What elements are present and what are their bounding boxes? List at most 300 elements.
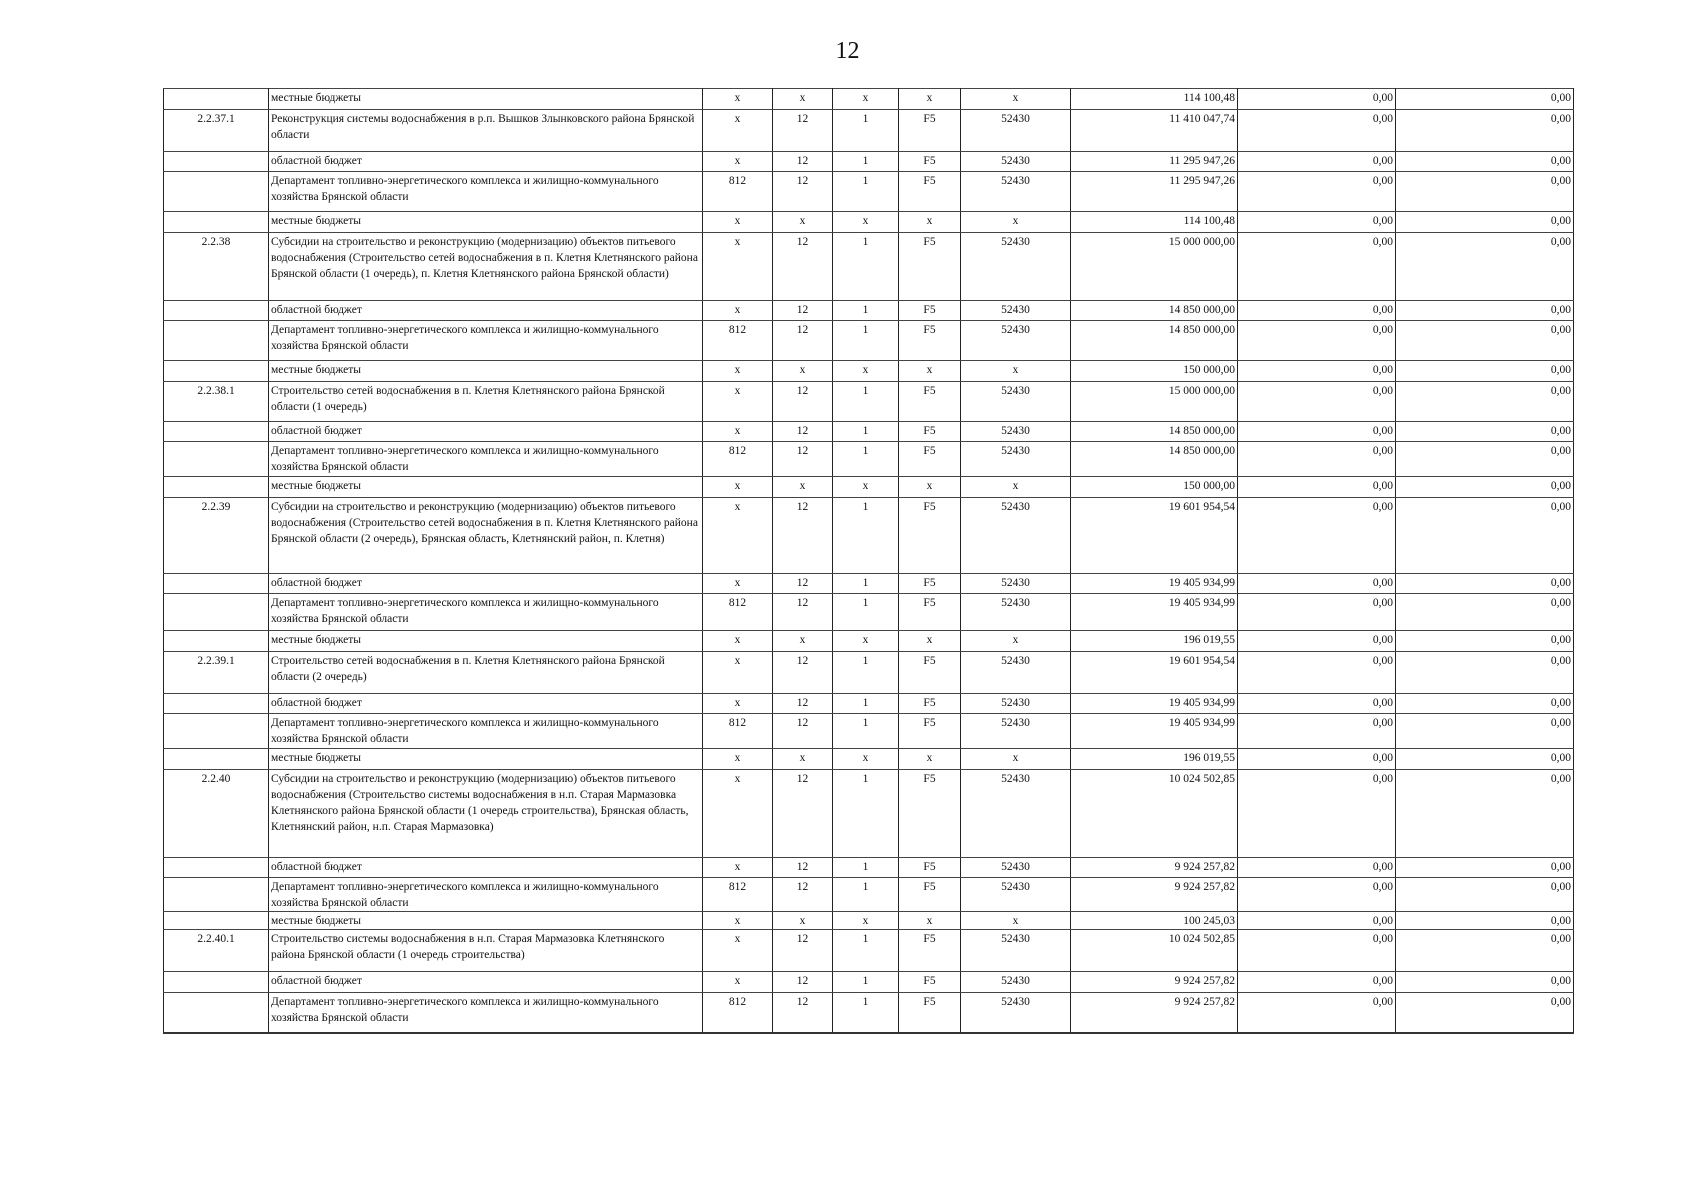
program-cell: F5 [899, 152, 961, 172]
program-cell: F5 [899, 694, 961, 714]
section-cell: x [773, 631, 833, 652]
amount-cell-2: 0,00 [1238, 770, 1396, 858]
section-cell: 12 [773, 972, 833, 993]
program-cell: F5 [899, 301, 961, 321]
amount-cell-3: 0,00 [1396, 574, 1574, 594]
program-cell: F5 [899, 422, 961, 442]
item-number-cell [164, 972, 269, 993]
subsection-cell: 1 [833, 382, 899, 422]
amount-cell-1: 19 405 934,99 [1071, 714, 1238, 749]
item-name-cell: Реконструкция системы водоснабжения в р.п. Вышков Злынковского района Брянской области [269, 110, 703, 152]
item-number-cell [164, 301, 269, 321]
item-name-cell: Департамент топливно-энергетического комплекса и жилищно-коммунального хозяйства Брянской области [269, 878, 703, 912]
amount-cell-2: 0,00 [1238, 878, 1396, 912]
table-row [164, 477, 1574, 498]
program-cell: F5 [899, 172, 961, 212]
item-number-cell [164, 172, 269, 212]
amount-cell-2: 0,00 [1238, 89, 1396, 110]
item-number-cell: 2.2.38 [164, 233, 269, 301]
target-cell: 52430 [961, 652, 1071, 694]
program-cell: x [899, 89, 961, 110]
amount-cell-3: 0,00 [1396, 152, 1574, 172]
table-row [164, 652, 1574, 694]
table-row [164, 89, 1574, 110]
amount-cell-1: 11 295 947,26 [1071, 152, 1238, 172]
item-name-cell: областной бюджет [269, 574, 703, 594]
item-name-cell: местные бюджеты [269, 477, 703, 498]
amount-cell-3: 0,00 [1396, 770, 1574, 858]
table-row [164, 878, 1574, 912]
table-row [164, 498, 1574, 574]
program-cell: F5 [899, 110, 961, 152]
item-name-cell: областной бюджет [269, 152, 703, 172]
subsection-cell: x [833, 361, 899, 382]
section-cell: 12 [773, 382, 833, 422]
amount-cell-1: 9 924 257,82 [1071, 878, 1238, 912]
item-number-cell [164, 631, 269, 652]
item-name-cell: областной бюджет [269, 422, 703, 442]
grbs-cell: x [703, 770, 773, 858]
table-row [164, 301, 1574, 321]
grbs-cell: x [703, 858, 773, 878]
amount-cell-3: 0,00 [1396, 878, 1574, 912]
program-cell: F5 [899, 770, 961, 858]
table-row [164, 631, 1574, 652]
amount-cell-2: 0,00 [1238, 382, 1396, 422]
table-row [164, 233, 1574, 301]
section-cell: 12 [773, 110, 833, 152]
amount-cell-2: 0,00 [1238, 972, 1396, 993]
table-row [164, 321, 1574, 361]
item-number-cell [164, 321, 269, 361]
amount-cell-2: 0,00 [1238, 858, 1396, 878]
target-cell: 52430 [961, 442, 1071, 477]
grbs-cell: 812 [703, 172, 773, 212]
section-cell: 12 [773, 694, 833, 714]
grbs-cell: x [703, 212, 773, 233]
section-cell: x [773, 361, 833, 382]
amount-cell-2: 0,00 [1238, 498, 1396, 574]
amount-cell-2: 0,00 [1238, 714, 1396, 749]
item-number-cell [164, 878, 269, 912]
amount-cell-2: 0,00 [1238, 301, 1396, 321]
amount-cell-1: 10 024 502,85 [1071, 770, 1238, 858]
subsection-cell: 1 [833, 878, 899, 912]
budget-table [163, 88, 1574, 1034]
amount-cell-1: 19 405 934,99 [1071, 594, 1238, 631]
subsection-cell: 1 [833, 652, 899, 694]
subsection-cell: 1 [833, 422, 899, 442]
subsection-cell: 1 [833, 714, 899, 749]
item-name-cell: областной бюджет [269, 858, 703, 878]
amount-cell-1: 9 924 257,82 [1071, 993, 1238, 1033]
amount-cell-3: 0,00 [1396, 631, 1574, 652]
subsection-cell: 1 [833, 574, 899, 594]
amount-cell-3: 0,00 [1396, 361, 1574, 382]
target-cell: 52430 [961, 714, 1071, 749]
item-number-cell [164, 694, 269, 714]
amount-cell-3: 0,00 [1396, 972, 1574, 993]
subsection-cell: x [833, 89, 899, 110]
program-cell: F5 [899, 972, 961, 993]
program-cell: F5 [899, 858, 961, 878]
table-row [164, 110, 1574, 152]
table-row [164, 212, 1574, 233]
amount-cell-2: 0,00 [1238, 594, 1396, 631]
target-cell: x [961, 631, 1071, 652]
amount-cell-3: 0,00 [1396, 714, 1574, 749]
program-cell: x [899, 912, 961, 930]
amount-cell-2: 0,00 [1238, 442, 1396, 477]
target-cell: x [961, 212, 1071, 233]
grbs-cell: x [703, 694, 773, 714]
grbs-cell: x [703, 110, 773, 152]
section-cell: 12 [773, 172, 833, 212]
amount-cell-1: 114 100,48 [1071, 212, 1238, 233]
subsection-cell: 1 [833, 442, 899, 477]
amount-cell-3: 0,00 [1396, 382, 1574, 422]
target-cell: x [961, 749, 1071, 770]
amount-cell-1: 100 245,03 [1071, 912, 1238, 930]
subsection-cell: 1 [833, 993, 899, 1033]
target-cell: 52430 [961, 301, 1071, 321]
item-name-cell: Субсидии на строительство и реконструкцию (модернизацию) объектов питьевого водоснабжения (Строительство сетей водоснабжения в п. Клетня Клетнянского района Брянской области (2 очередь), Брянская область, Клетнянский район, п. Клетня) [269, 498, 703, 574]
target-cell: 52430 [961, 993, 1071, 1033]
item-number-cell [164, 212, 269, 233]
amount-cell-2: 0,00 [1238, 477, 1396, 498]
target-cell: 52430 [961, 152, 1071, 172]
amount-cell-1: 19 405 934,99 [1071, 574, 1238, 594]
program-cell: F5 [899, 321, 961, 361]
section-cell: 12 [773, 498, 833, 574]
subsection-cell: 1 [833, 694, 899, 714]
amount-cell-1: 114 100,48 [1071, 89, 1238, 110]
item-name-cell: областной бюджет [269, 301, 703, 321]
target-cell: 52430 [961, 110, 1071, 152]
amount-cell-2: 0,00 [1238, 172, 1396, 212]
grbs-cell: x [703, 422, 773, 442]
item-number-cell: 2.2.37.1 [164, 110, 269, 152]
subsection-cell: 1 [833, 972, 899, 993]
amount-cell-1: 15 000 000,00 [1071, 382, 1238, 422]
section-cell: 12 [773, 770, 833, 858]
table-row [164, 594, 1574, 631]
amount-cell-2: 0,00 [1238, 361, 1396, 382]
program-cell: F5 [899, 878, 961, 912]
amount-cell-2: 0,00 [1238, 422, 1396, 442]
table-body [164, 89, 1574, 1033]
item-number-cell [164, 574, 269, 594]
program-cell: x [899, 361, 961, 382]
item-number-cell [164, 594, 269, 631]
target-cell: 52430 [961, 694, 1071, 714]
section-cell: 12 [773, 993, 833, 1033]
item-number-cell: 2.2.39.1 [164, 652, 269, 694]
section-cell: 12 [773, 714, 833, 749]
item-name-cell: Субсидии на строительство и реконструкцию (модернизацию) объектов питьевого водоснабжения (Строительство сетей водоснабжения в п. Клетня Клетнянского района Брянской области (1 очередь), п. Клетня Клетнянского района Брянской области) [269, 233, 703, 301]
item-name-cell: Строительство системы водоснабжения в н.п. Старая Мармазовка Клетнянского района Брянской области (1 очередь строительства) [269, 930, 703, 972]
amount-cell-2: 0,00 [1238, 233, 1396, 301]
item-number-cell: 2.2.38.1 [164, 382, 269, 422]
section-cell: 12 [773, 422, 833, 442]
amount-cell-1: 14 850 000,00 [1071, 422, 1238, 442]
target-cell: 52430 [961, 422, 1071, 442]
section-cell: 12 [773, 233, 833, 301]
subsection-cell: 1 [833, 301, 899, 321]
amount-cell-3: 0,00 [1396, 172, 1574, 212]
program-cell: x [899, 631, 961, 652]
table-row [164, 361, 1574, 382]
program-cell: F5 [899, 652, 961, 694]
amount-cell-1: 14 850 000,00 [1071, 321, 1238, 361]
amount-cell-1: 14 850 000,00 [1071, 301, 1238, 321]
item-name-cell: Департамент топливно-энергетического комплекса и жилищно-коммунального хозяйства Брянской области [269, 714, 703, 749]
item-name-cell: местные бюджеты [269, 631, 703, 652]
subsection-cell: 1 [833, 321, 899, 361]
item-number-cell [164, 912, 269, 930]
table-row [164, 930, 1574, 972]
item-name-cell: Департамент топливно-энергетического комплекса и жилищно-коммунального хозяйства Брянской области [269, 594, 703, 631]
item-number-cell [164, 152, 269, 172]
item-number-cell [164, 442, 269, 477]
grbs-cell: x [703, 89, 773, 110]
section-cell: 12 [773, 878, 833, 912]
grbs-cell: x [703, 930, 773, 972]
section-cell: 12 [773, 652, 833, 694]
grbs-cell: x [703, 361, 773, 382]
program-cell: x [899, 749, 961, 770]
amount-cell-2: 0,00 [1238, 152, 1396, 172]
grbs-cell: 812 [703, 442, 773, 477]
amount-cell-3: 0,00 [1396, 301, 1574, 321]
grbs-cell: x [703, 972, 773, 993]
program-cell: F5 [899, 574, 961, 594]
grbs-cell: 812 [703, 594, 773, 631]
program-cell: F5 [899, 930, 961, 972]
amount-cell-2: 0,00 [1238, 574, 1396, 594]
amount-cell-3: 0,00 [1396, 912, 1574, 930]
amount-cell-3: 0,00 [1396, 321, 1574, 361]
section-cell: 12 [773, 858, 833, 878]
amount-cell-3: 0,00 [1396, 442, 1574, 477]
item-number-cell [164, 361, 269, 382]
item-number-cell [164, 749, 269, 770]
amount-cell-3: 0,00 [1396, 652, 1574, 694]
item-name-cell: местные бюджеты [269, 912, 703, 930]
grbs-cell: x [703, 912, 773, 930]
program-cell: F5 [899, 382, 961, 422]
item-number-cell [164, 858, 269, 878]
amount-cell-3: 0,00 [1396, 89, 1574, 110]
item-name-cell: Департамент топливно-энергетического комплекса и жилищно-коммунального хозяйства Брянской области [269, 993, 703, 1033]
grbs-cell: 812 [703, 993, 773, 1033]
amount-cell-3: 0,00 [1396, 594, 1574, 631]
table-row [164, 993, 1574, 1033]
program-cell: F5 [899, 993, 961, 1033]
section-cell: x [773, 212, 833, 233]
subsection-cell: 1 [833, 770, 899, 858]
subsection-cell: 1 [833, 152, 899, 172]
target-cell: 52430 [961, 858, 1071, 878]
program-cell: F5 [899, 442, 961, 477]
subsection-cell: 1 [833, 594, 899, 631]
amount-cell-2: 0,00 [1238, 652, 1396, 694]
section-cell: x [773, 749, 833, 770]
table-row [164, 694, 1574, 714]
grbs-cell: 812 [703, 714, 773, 749]
amount-cell-2: 0,00 [1238, 110, 1396, 152]
table-row [164, 912, 1574, 930]
table-row [164, 574, 1574, 594]
amount-cell-1: 150 000,00 [1071, 477, 1238, 498]
section-cell: 12 [773, 594, 833, 631]
item-number-cell [164, 477, 269, 498]
amount-cell-3: 0,00 [1396, 477, 1574, 498]
amount-cell-1: 196 019,55 [1071, 749, 1238, 770]
amount-cell-3: 0,00 [1396, 212, 1574, 233]
amount-cell-2: 0,00 [1238, 631, 1396, 652]
item-name-cell: местные бюджеты [269, 361, 703, 382]
table-row [164, 172, 1574, 212]
amount-cell-1: 9 924 257,82 [1071, 858, 1238, 878]
program-cell: F5 [899, 594, 961, 631]
grbs-cell: x [703, 233, 773, 301]
amount-cell-3: 0,00 [1396, 993, 1574, 1033]
amount-cell-2: 0,00 [1238, 993, 1396, 1033]
amount-cell-1: 196 019,55 [1071, 631, 1238, 652]
item-name-cell: местные бюджеты [269, 212, 703, 233]
amount-cell-1: 11 410 047,74 [1071, 110, 1238, 152]
section-cell: 12 [773, 321, 833, 361]
amount-cell-2: 0,00 [1238, 749, 1396, 770]
grbs-cell: x [703, 477, 773, 498]
grbs-cell: 812 [703, 878, 773, 912]
target-cell: x [961, 361, 1071, 382]
table-row [164, 770, 1574, 858]
subsection-cell: x [833, 912, 899, 930]
item-name-cell: Субсидии на строительство и реконструкцию (модернизацию) объектов питьевого водоснабжения (Строительство системы водоснабжения в н.п. Старая Мармазовка Клетнянского района Брянской области (1 очередь строительства), Брянская область, Клетнянский район, н.п. Старая Мармазовка) [269, 770, 703, 858]
item-name-cell: местные бюджеты [269, 749, 703, 770]
amount-cell-3: 0,00 [1396, 498, 1574, 574]
target-cell: 52430 [961, 930, 1071, 972]
subsection-cell: 1 [833, 110, 899, 152]
table-row [164, 858, 1574, 878]
item-number-cell: 2.2.40.1 [164, 930, 269, 972]
section-cell: 12 [773, 442, 833, 477]
section-cell: 12 [773, 930, 833, 972]
item-number-cell [164, 993, 269, 1033]
item-number-cell: 2.2.40 [164, 770, 269, 858]
amount-cell-1: 19 405 934,99 [1071, 694, 1238, 714]
grbs-cell: x [703, 152, 773, 172]
program-cell: F5 [899, 498, 961, 574]
table-row [164, 972, 1574, 993]
item-name-cell: Департамент топливно-энергетического комплекса и жилищно-коммунального хозяйства Брянской области [269, 442, 703, 477]
amount-cell-1: 15 000 000,00 [1071, 233, 1238, 301]
item-name-cell: областной бюджет [269, 972, 703, 993]
table-row [164, 714, 1574, 749]
subsection-cell: x [833, 749, 899, 770]
target-cell: 52430 [961, 172, 1071, 212]
subsection-cell: 1 [833, 930, 899, 972]
subsection-cell: 1 [833, 498, 899, 574]
item-name-cell: областной бюджет [269, 694, 703, 714]
grbs-cell: x [703, 749, 773, 770]
amount-cell-3: 0,00 [1396, 110, 1574, 152]
item-number-cell [164, 714, 269, 749]
amount-cell-1: 19 601 954,54 [1071, 652, 1238, 694]
amount-cell-1: 150 000,00 [1071, 361, 1238, 382]
target-cell: 52430 [961, 498, 1071, 574]
section-cell: x [773, 912, 833, 930]
subsection-cell: x [833, 477, 899, 498]
target-cell: x [961, 912, 1071, 930]
amount-cell-1: 9 924 257,82 [1071, 972, 1238, 993]
amount-cell-3: 0,00 [1396, 858, 1574, 878]
table-row [164, 422, 1574, 442]
amount-cell-1: 19 601 954,54 [1071, 498, 1238, 574]
table-row [164, 382, 1574, 422]
grbs-cell: x [703, 498, 773, 574]
grbs-cell: x [703, 382, 773, 422]
grbs-cell: 812 [703, 321, 773, 361]
grbs-cell: x [703, 631, 773, 652]
target-cell: 52430 [961, 594, 1071, 631]
item-name-cell: местные бюджеты [269, 89, 703, 110]
amount-cell-1: 14 850 000,00 [1071, 442, 1238, 477]
target-cell: 52430 [961, 574, 1071, 594]
target-cell: 52430 [961, 878, 1071, 912]
item-number-cell [164, 89, 269, 110]
grbs-cell: x [703, 301, 773, 321]
item-name-cell: Департамент топливно-энергетического комплекса и жилищно-коммунального хозяйства Брянской области [269, 321, 703, 361]
subsection-cell: x [833, 631, 899, 652]
target-cell: x [961, 89, 1071, 110]
target-cell: 52430 [961, 321, 1071, 361]
section-cell: x [773, 89, 833, 110]
subsection-cell: x [833, 212, 899, 233]
program-cell: x [899, 477, 961, 498]
amount-cell-2: 0,00 [1238, 912, 1396, 930]
table-row [164, 442, 1574, 477]
amount-cell-1: 11 295 947,26 [1071, 172, 1238, 212]
program-cell: F5 [899, 714, 961, 749]
item-name-cell: Департамент топливно-энергетического комплекса и жилищно-коммунального хозяйства Брянской области [269, 172, 703, 212]
program-cell: F5 [899, 233, 961, 301]
amount-cell-3: 0,00 [1396, 749, 1574, 770]
target-cell: 52430 [961, 770, 1071, 858]
amount-cell-2: 0,00 [1238, 321, 1396, 361]
amount-cell-3: 0,00 [1396, 930, 1574, 972]
section-cell: x [773, 477, 833, 498]
item-name-cell: Строительство сетей водоснабжения в п. Клетня Клетнянского района Брянской области (2 очередь) [269, 652, 703, 694]
amount-cell-2: 0,00 [1238, 930, 1396, 972]
item-number-cell [164, 422, 269, 442]
subsection-cell: 1 [833, 233, 899, 301]
section-cell: 12 [773, 152, 833, 172]
target-cell: 52430 [961, 972, 1071, 993]
grbs-cell: x [703, 652, 773, 694]
amount-cell-3: 0,00 [1396, 233, 1574, 301]
item-number-cell: 2.2.39 [164, 498, 269, 574]
amount-cell-1: 10 024 502,85 [1071, 930, 1238, 972]
subsection-cell: 1 [833, 858, 899, 878]
subsection-cell: 1 [833, 172, 899, 212]
section-cell: 12 [773, 574, 833, 594]
target-cell: 52430 [961, 233, 1071, 301]
amount-cell-3: 0,00 [1396, 694, 1574, 714]
page-number: 12 [835, 38, 860, 64]
